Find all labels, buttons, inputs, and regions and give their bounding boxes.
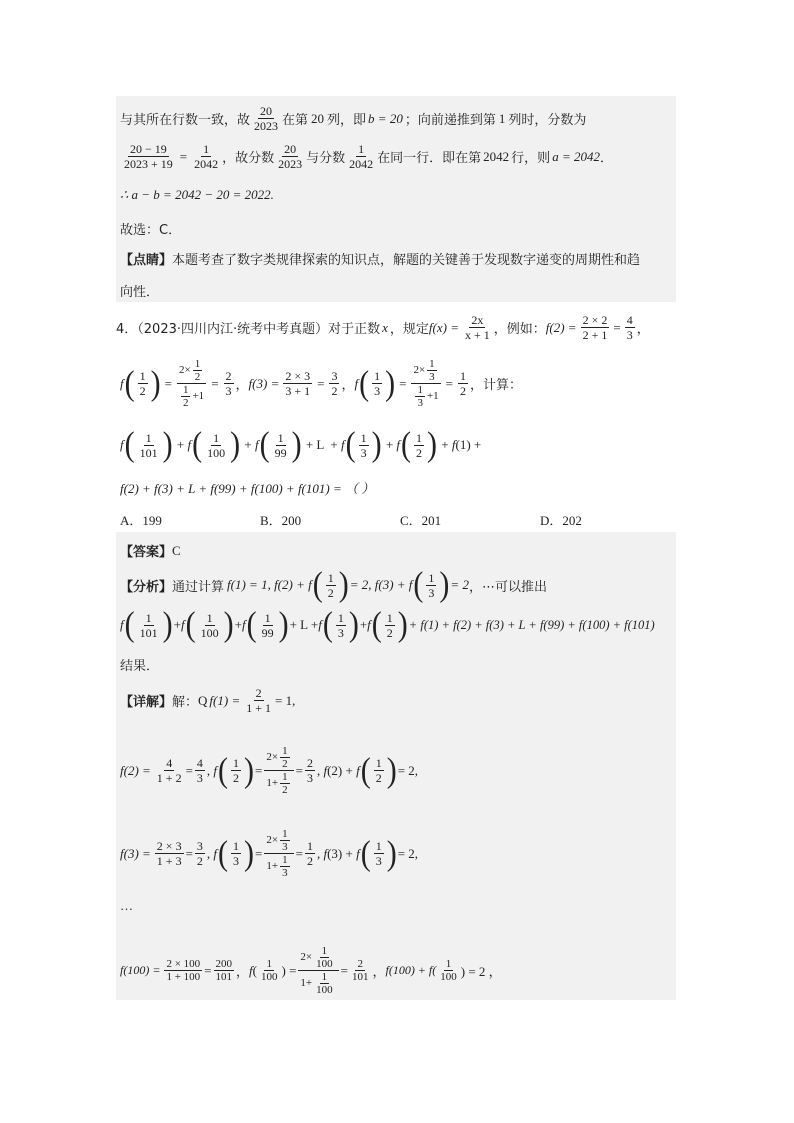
text: 故选：C． (120, 223, 182, 238)
comment-line2 (120, 281, 159, 300)
question-sum-line1: f ( $\frac{1}{101}$ ) + f ( $\frac{1}{100}$ ) + f ( $\frac{1}{99}$ ) + L + f ( $\frac{1}{3}$ ) + f ( $\frac{1}{2}$ ) + f (1) + (120, 425, 482, 464)
text: = 2, (397, 845, 419, 861)
text: ，计算： (470, 378, 523, 393)
equals: = (179, 148, 188, 164)
analysis-result (120, 655, 159, 674)
text: = 2, (397, 762, 419, 778)
analysis-line1: 【分析】 通过计算 f(1) = 1, f(2) + f ( $\frac{1}{2}$ ) = 2, f(3) + f ( $\frac{1}{3}$ ) = 2 ，⋯可以推出 (120, 565, 547, 604)
text: 20 (311, 110, 325, 126)
question-sum-line2 (120, 478, 374, 497)
answer-tag: 【答案】 (120, 545, 173, 560)
option-a: A．199 (120, 513, 162, 528)
text: ，故分数 (222, 151, 275, 166)
fraction: $\frac{4}{3}$ (626, 313, 633, 342)
detail-line2: f(2) = $\frac{4}{1 + 2}$ = $\frac{4}{3}$ , f ( $\frac{1}{2}$ ) = 2× $\frac{1}{2}$ 1+ $\frac{1}{2}$ = $\frac{2}{3}$ , f (2) + f ( $\frac{1}{2}$ ) = 2, (120, 745, 419, 796)
equation: = 2 (450, 577, 469, 592)
equation: + f(1) + f(2) + f(3) + L + f(99) + f(100) + f(101) (408, 617, 655, 632)
equation: a = 2042 (552, 148, 600, 164)
text: ，规定 (389, 322, 429, 337)
text: 行，则 (511, 151, 551, 166)
text: 结果． (120, 659, 160, 674)
equation: f(2) + f(3) + L + f(99) + f(100) + f(101) = （ ） (120, 481, 375, 496)
function: f(3) = (248, 375, 280, 391)
text: 解： (172, 695, 199, 710)
option-c: C．201 (400, 513, 442, 528)
equation: f(100) + f( (385, 963, 437, 977)
option-d: D．202 (540, 513, 582, 528)
text: 与其所在行数一致，故 (120, 113, 251, 128)
text: ) = 2 ， (460, 964, 502, 979)
text: ． (599, 151, 613, 166)
text: 列，即 (327, 113, 367, 128)
because-symbol: Q (198, 692, 208, 708)
answer-value: C (172, 542, 181, 558)
detail-ellipsis (120, 898, 133, 914)
text: 列时，分数为 (508, 113, 587, 128)
fraction: $\frac{20}{2023}$ (254, 104, 279, 133)
fraction: $\frac{2x}{x + 1}$ (464, 313, 490, 342)
detail-line4: f(100) = $\frac{2 \times 100}{1 + 100}$ = $\frac{200}{101}$ ， f ( $\frac{1}{100}$ ) = 2× $\frac{1}{100}$ 1+ $\frac{1}{100}$ = $\frac{2}{101}$ ， f(100) + f( $\frac{1}{100}$ ) = 2 ， (120, 945, 502, 996)
block1-line3 (120, 187, 274, 203)
text: 向性． (120, 285, 160, 300)
question-stem (116, 313, 650, 342)
text: 在第 (282, 113, 309, 128)
function: f(2) = (120, 762, 151, 778)
detail-tag: 【详解】 (120, 695, 173, 710)
text: 4．（2023·四川内江·统考中考真题）对于正数 (116, 322, 381, 337)
text: ， (636, 322, 650, 337)
fraction: $\frac{20 - 19}{2023 + 19}$ (124, 142, 173, 171)
text: ，例如： (493, 322, 546, 337)
text: 在同一行．即在第 (377, 151, 482, 166)
text: 2042 (483, 148, 510, 164)
detail-line1: 【详解】 解： Q f(1) = $\frac{2}{1 + 1}$ = 1, (120, 686, 296, 715)
comment-line1 (120, 249, 640, 268)
text: 本题考查了数字类规律探索的知识点，解题的关键善于发现数字递变的周期性和趋 (172, 253, 641, 268)
equation: = 2, f(3) + f (349, 577, 413, 592)
block1-line2 (120, 142, 613, 171)
text: 1 (498, 110, 506, 126)
question-options (120, 510, 680, 529)
text: 通过计算 (172, 579, 225, 595)
answer-line (120, 541, 181, 560)
function: f(x) = (428, 319, 459, 335)
block1-line4 (120, 219, 181, 238)
analysis-tag: 【分析】 (120, 579, 173, 595)
function: f(1) = (209, 692, 241, 708)
function: f(3) = (120, 845, 151, 861)
block1-line1 (120, 104, 586, 133)
function: f(2) = (545, 319, 577, 335)
text: ；向前递推到第 (404, 113, 496, 128)
fraction: $\frac{1}{2042}$ (349, 142, 374, 171)
question-examples: f ( $\frac{1}{2}$ ) = 2× $\frac{1}{2}$ $\frac{1}{2}$ +1 = $\frac{2}{3}$ ， f(3) = $\frac{2 \times 3}{3 + 1}$ = $\frac{3}{2}$ ， f ( $\frac{1}{3}$ ) = 2× $\frac{1}{3}$ $\frac{1}{3}$ +1 = $\frac{1}{2}$ ，计算： (120, 358, 523, 409)
comment-tag: 【点睛】 (120, 253, 173, 268)
equation: f(1) = 1, f(2) + f (227, 577, 312, 592)
fraction: $\frac{20}{2023}$ (278, 142, 303, 171)
equation: b = 20 (368, 110, 403, 126)
analysis-sum: f ( $\frac{1}{101}$ ) + f ( $\frac{1}{100}$ ) + f ( $\frac{1}{99}$ ) + L + f ( $\frac{1}{3}$ ) + f ( $\frac{1}{2}$ ) + f(1) + f(2) + f(3) + L + f(99) + f(100) + f(101) (120, 605, 655, 644)
fraction: $\frac{2 \times 2}{2 + 1}$ (582, 313, 608, 342)
text: ，⋯可以推出 (468, 579, 547, 595)
text: … (120, 898, 133, 913)
text: = 1, (275, 692, 296, 708)
detail-line3: f(3) = $\frac{2 \times 3}{1 + 3}$ = $\frac{3}{2}$ , f ( $\frac{1}{3}$ ) = 2× $\frac{1}{3}$ 1+ $\frac{1}{3}$ = $\frac{1}{2}$ , f (3) + f ( $\frac{1}{3}$ ) = 2, (120, 828, 419, 879)
variable: x (382, 319, 388, 335)
function: f(100) = (120, 963, 161, 977)
fraction: $\frac{1}{2042}$ (194, 142, 219, 171)
equals: = (613, 319, 621, 335)
text: 与分数 (306, 151, 346, 166)
option-b: B．200 (260, 513, 302, 528)
equation: ∴ a − b = 2042 − 20 = 2022. (120, 187, 274, 202)
